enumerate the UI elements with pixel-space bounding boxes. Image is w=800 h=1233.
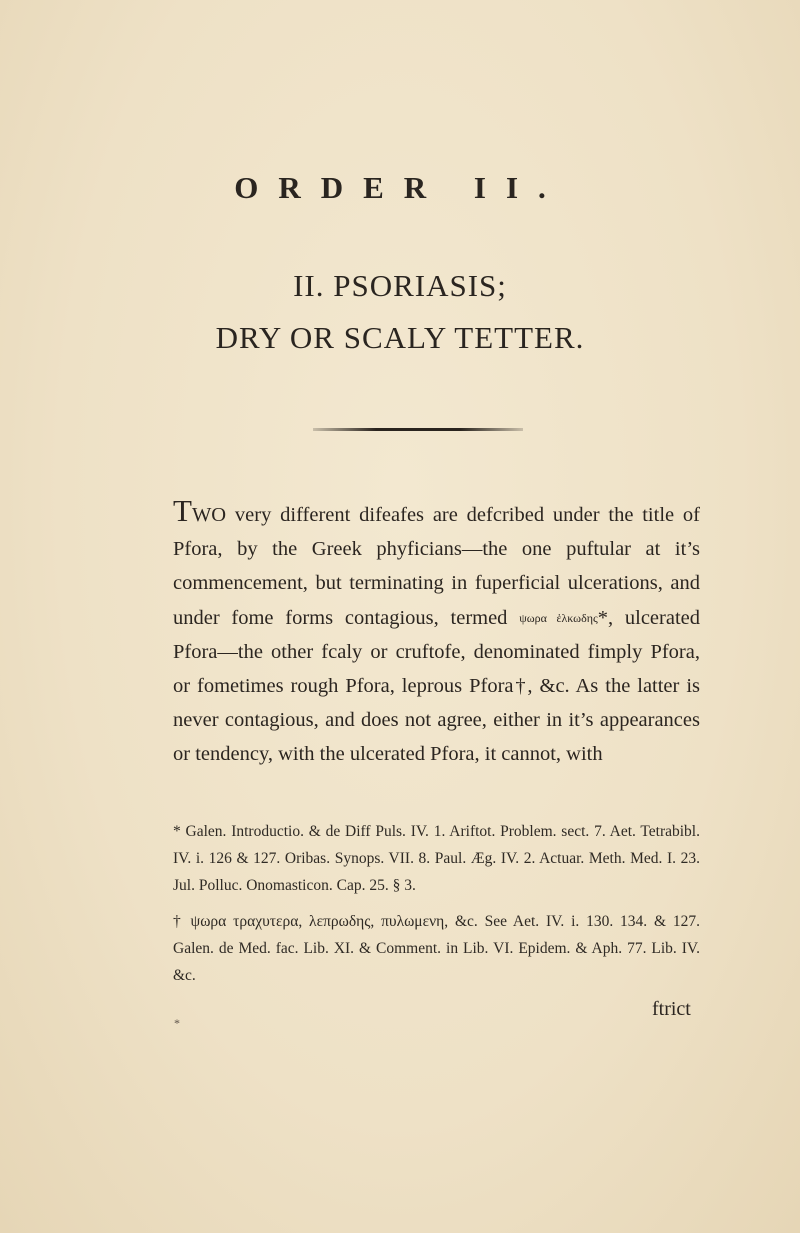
paragraph-part-1: WO very different difeafes are defcribed under the title of Pfora, by the Greek phyficians—the one puftular at it’s commencement, but terminating in fuperficial ulcerations, and under fome forms contagious, termed xyxy=(173,504,700,629)
ornamental-rule xyxy=(313,428,523,431)
footnote-1: * Galen. Introductio. & de Diff Puls. IV. 1. Ariftot. Problem. sect. 7. Aet. Tetrabibl. IV. i. 126 & 127. Oribas. Synops. VII. 8. Paul. Æg. IV. 2. Actuar. Meth. Med. I. 23. Jul. Polluc. Onomasticon. Cap. 25. § 3. xyxy=(173,823,700,894)
paragraph-text xyxy=(173,493,700,772)
genus-subtitle: DRY OR SCALY TETTER. xyxy=(215,320,585,355)
paragraph-part-2: *, ulcerated Pfora—the other fcaly or cruftofe, denominated fimply Pfora, or fometimes rough Pfora, leprous Pfora†, &c. As the latter is never contagious, and does not agree, either in it’s appearances or tendency, with the ulcerated Pfora, it cannot, with xyxy=(173,606,700,766)
footnote-2: † ψωρα τραχυτερα, λεπρωδης, πυλωμενη, &c. See Aet. IV. i. 130. 134. & 127. Galen. de Med. fac. Lib. XI. & Comment. in Lib. VI. Epidem. & Aph. 77. Lib. IV. &c. xyxy=(173,913,700,984)
greek-term: ψωρα ἑλκωδης xyxy=(519,610,598,625)
order-heading: ORDER II. xyxy=(234,170,566,205)
genus-heading: II. PSORIASIS; xyxy=(293,268,507,303)
stray-mark: * xyxy=(174,1016,180,1030)
main-paragraph xyxy=(173,493,700,772)
catchword: ftrict xyxy=(652,998,691,1020)
drop-cap: T xyxy=(173,493,192,528)
footnotes xyxy=(173,818,700,989)
